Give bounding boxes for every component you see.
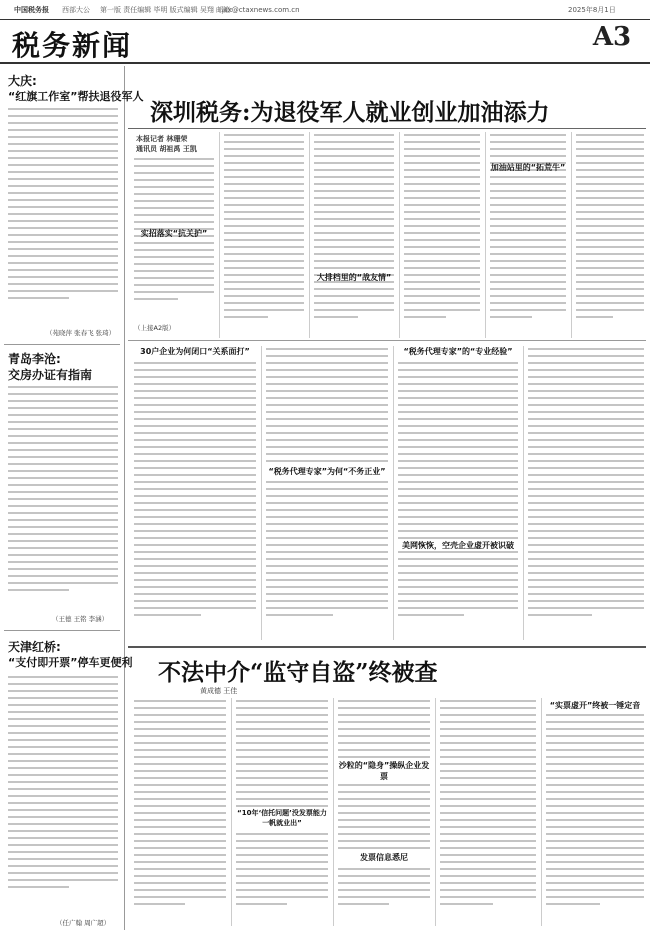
second-column-1 <box>134 700 226 926</box>
email-address: jsx@ctaxnews.com.cn <box>222 6 300 14</box>
page-label: A3 <box>592 22 632 52</box>
main-headline: 深圳税务:为退役军人就业创业加油添力 <box>150 99 550 126</box>
main-col-rule-2 <box>309 132 310 338</box>
second-column-3 <box>338 700 430 926</box>
main-column-6 <box>576 134 644 334</box>
masthead-rule <box>0 62 650 64</box>
mid-column-4 <box>528 348 644 640</box>
main-byline-2: 通讯员 胡祖禹 王凯 <box>136 145 197 153</box>
mid-col-rule-2 <box>393 346 394 640</box>
left-divider-1 <box>4 344 120 345</box>
second-col-rule-4 <box>541 698 542 926</box>
mid-subhead-3: “税务代理专家”的“专业经验” <box>398 346 518 357</box>
second-headline: 不法中介“监守自盗”终被查 <box>158 659 438 686</box>
mid-column-1 <box>134 348 256 640</box>
main-byline-1: 本报记者 林珊荣 <box>136 135 188 143</box>
story1-byline: （苑晓萍 张春飞 张琦） <box>46 329 116 337</box>
mid-subhead-4: 美网恢恢，空壳企业虚开被识破 <box>398 540 518 551</box>
story3-byline: （任广翰 周广超） <box>56 919 111 927</box>
mid-col-rule-1 <box>261 346 262 640</box>
edition-info: 第一版 责任编辑 毕明 版式编辑 吴翔 邮箱: <box>100 6 233 14</box>
mid-subhead-2: “税务代理专家”为何“不务正业” <box>266 466 388 477</box>
story3-location: 天津红桥: <box>8 640 61 654</box>
second-col-rule-2 <box>333 698 334 926</box>
story2-headline: 交房办证有指南 <box>8 368 93 382</box>
main-col-rule-3 <box>399 132 400 338</box>
story2-body <box>8 386 118 611</box>
main-subhead-1: 实招落实“抗关护” <box>140 229 208 238</box>
top-bar <box>0 0 650 20</box>
main-headline-rule <box>128 128 646 129</box>
main-subhead-3: 加油站里的“拓荒牛” <box>490 163 566 172</box>
mid-subhead-1: 30户企业为何闭口“关系面打” <box>134 346 256 357</box>
main-section-rule <box>128 340 646 341</box>
continued-note: （上接A2版） <box>134 324 176 332</box>
second-col-rule-1 <box>231 698 232 926</box>
left-divider-2 <box>4 630 120 631</box>
main-column-3 <box>314 134 394 334</box>
main-col-rule-4 <box>485 132 486 338</box>
second-byline: 黄成德 王佳 <box>200 687 238 695</box>
story3-headline: “支付即开票”停车更便利 <box>8 656 133 669</box>
story2-byline: （王德 王铭 李涵） <box>52 615 109 623</box>
main-column-2 <box>224 134 304 334</box>
main-col-rule-1 <box>219 132 220 338</box>
mid-col-rule-3 <box>523 346 524 640</box>
section-title: 税务新闻 <box>12 29 133 62</box>
second-column-4 <box>440 700 536 926</box>
mid-column-2 <box>266 348 388 640</box>
second-subhead-3: 发票信息悉尼 <box>338 852 430 863</box>
brand-name: 中国税务报 <box>14 6 49 14</box>
top-rule <box>0 19 650 20</box>
second-subhead-2: 沙粒的“隐身”操纵企业发票 <box>338 761 430 781</box>
story1-body <box>8 108 118 326</box>
story3-body <box>8 676 118 914</box>
main-column-4 <box>404 134 480 334</box>
second-subhead-1: “10年‘信托问题’没发票能力一帆就业出” <box>237 809 327 827</box>
issue-date: 2025年8月1日 <box>568 6 616 14</box>
second-story-rule <box>128 646 646 648</box>
second-subhead-4: “实票虚开”终被一锤定音 <box>546 700 644 711</box>
main-col-rule-5 <box>571 132 572 338</box>
mid-column-3 <box>398 348 518 640</box>
story2-location: 青岛李沧: <box>8 352 61 366</box>
story1-location: 大庆: <box>8 74 37 88</box>
main-subhead-2: 大排档里的“战友情” <box>316 273 392 282</box>
main-column-1 <box>134 158 214 320</box>
second-column-5 <box>546 700 644 926</box>
second-col-rule-3 <box>435 698 436 926</box>
nav-label: 西部大公 <box>62 6 90 14</box>
story1-headline: “红旗工作室”帮扶退役军人 <box>8 90 144 103</box>
left-column-divider <box>124 66 125 930</box>
